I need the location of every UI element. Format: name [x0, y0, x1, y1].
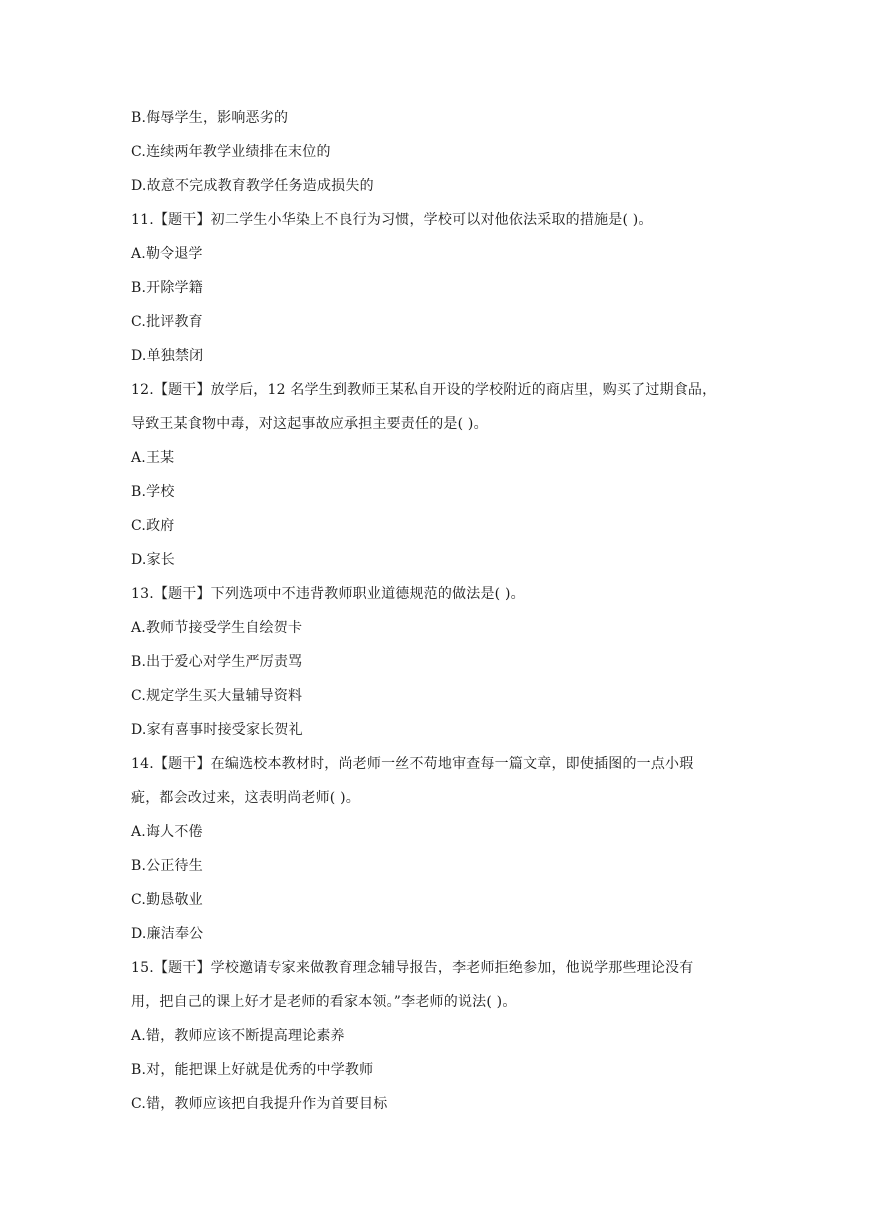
option-10-b: B.侮辱学生，影响恶劣的 — [131, 110, 289, 126]
option-13-c: C.规定学生买大量辅导资料 — [131, 688, 303, 704]
option-14-a: A.诲人不倦 — [131, 824, 203, 840]
question-15-continued: 用，把自己的课上好才是老师的看家本领。”李老师的说法( )。 — [131, 994, 517, 1010]
option-11-b: B.开除学籍 — [131, 280, 203, 296]
question-13: 13.【题干】下列选项中不违背教师职业道德规范的做法是( )。 — [131, 586, 525, 602]
option-14-c: C.勤恳敬业 — [131, 892, 203, 908]
option-11-a: A.勒令退学 — [131, 246, 203, 262]
option-12-c: C.政府 — [131, 518, 175, 534]
option-12-d: D.家长 — [131, 552, 175, 568]
question-14: 14.【题干】在编选校本教材时，尚老师一丝不苟地审查每一篇文章，即使插图的一点小瑕 — [131, 756, 694, 772]
exam-content — [131, 108, 751, 1128]
option-10-c: C.连续两年教学业绩排在末位的 — [131, 144, 331, 160]
option-13-b: B.出于爱心对学生严厉责骂 — [131, 654, 303, 670]
option-13-d: D.家有喜事时接受家长贺礼 — [131, 722, 303, 738]
question-11: 11.【题干】初二学生小华染上不良行为习惯，学校可以对他依法采取的措施是( )。 — [131, 212, 653, 228]
option-13-a: A.教师节接受学生自绘贺卡 — [131, 620, 303, 636]
question-12: 12.【题干】放学后，12 名学生到教师王某私自开设的学校附近的商店里，购买了过期食品， — [131, 382, 717, 398]
option-11-c: C.批评教育 — [131, 314, 203, 330]
option-14-b: B.公正待生 — [131, 858, 203, 874]
option-12-b: B.学校 — [131, 484, 175, 500]
option-15-a: A.错，教师应该不断提高理论素养 — [131, 1028, 345, 1044]
option-14-d: D.廉洁奉公 — [131, 926, 204, 942]
question-15: 15.【题干】学校邀请专家来做教育理念辅导报告，李老师拒绝参加，他说学那些理论没有 — [131, 960, 694, 976]
question-12-continued: 导致王某食物中毒，对这起事故应承担主要责任的是( )。 — [131, 416, 488, 432]
option-15-b: B.对，能把课上好就是优秀的中学教师 — [131, 1062, 374, 1078]
option-11-d: D.单独禁闭 — [131, 348, 204, 364]
option-10-d: D.故意不完成教育教学任务造成损失的 — [131, 178, 374, 194]
option-15-c: C.错，教师应该把自我提升作为首要目标 — [131, 1096, 388, 1112]
question-14-continued: 疵，都会改过来，这表明尚老师( )。 — [131, 790, 360, 806]
option-12-a: A.王某 — [131, 450, 175, 466]
